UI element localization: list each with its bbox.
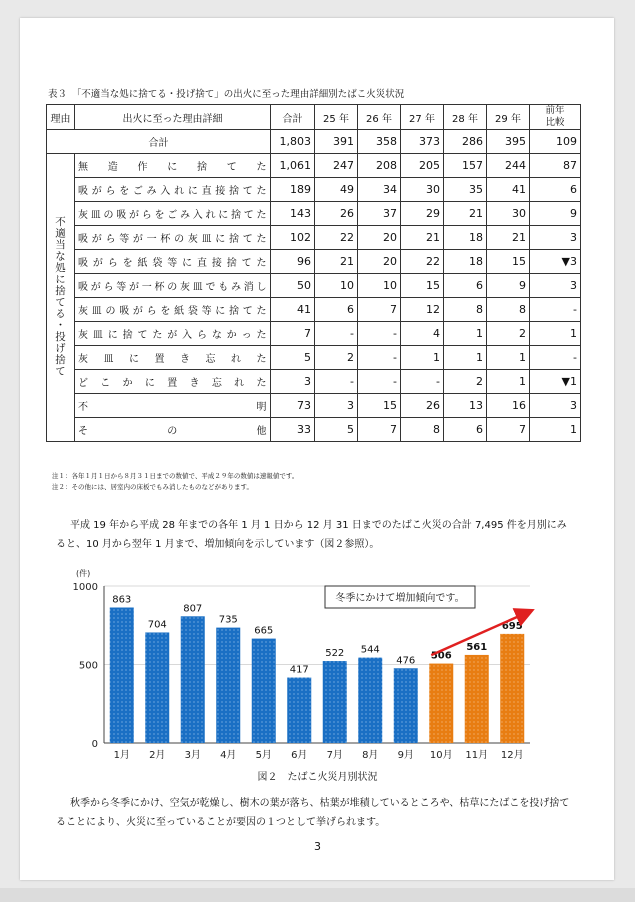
bar bbox=[181, 616, 205, 743]
reason-detail-cell: 灰皿に置き忘れた bbox=[75, 346, 271, 370]
cell-prev: 3 bbox=[530, 274, 581, 298]
x-tick-label: 4月 bbox=[220, 750, 237, 761]
bar-value-label: 506 bbox=[430, 650, 452, 662]
header-y29: 29 年 bbox=[487, 105, 530, 130]
y-axis-unit-label: (件) bbox=[76, 569, 91, 578]
cell-total: 5 bbox=[271, 346, 315, 370]
cell-y27: 1 bbox=[401, 346, 444, 370]
table-caption: 表３ 「不適当な処に捨てる・投げ捨て」の出火に至った理由詳細別たばこ火災状況 bbox=[48, 89, 405, 100]
cell-y26: 7 bbox=[358, 418, 401, 442]
cell-y29: 30 bbox=[487, 202, 530, 226]
header-prev-line2: 比較 bbox=[545, 117, 565, 128]
bar-value-label: 735 bbox=[218, 614, 238, 626]
cell-total: 41 bbox=[271, 298, 315, 322]
table-row bbox=[47, 250, 581, 274]
reason-detail-cell: 吸がら等が一杯の灰皿でもみ消し bbox=[75, 274, 271, 298]
cell-y27: 8 bbox=[401, 418, 444, 442]
bar bbox=[252, 639, 276, 743]
cell-prev: 1 bbox=[530, 418, 581, 442]
next-page-edge bbox=[0, 888, 635, 902]
x-tick-label: 7月 bbox=[326, 750, 343, 761]
y-tick-label: 0 bbox=[91, 739, 98, 750]
x-tick-label: 3月 bbox=[184, 750, 201, 761]
cell-y25: 10 bbox=[315, 274, 358, 298]
table-notes bbox=[52, 471, 298, 493]
x-tick-label: 8月 bbox=[362, 750, 379, 761]
cell-prev: 87 bbox=[530, 154, 581, 178]
reason-detail-cell: 吸がらを紙袋等に直接捨てた bbox=[75, 250, 271, 274]
x-tick-label: 11月 bbox=[465, 750, 489, 761]
header-y27: 27 年 bbox=[401, 105, 444, 130]
x-tick-label: 12月 bbox=[500, 750, 524, 761]
header-y26: 26 年 bbox=[358, 105, 401, 130]
bar bbox=[287, 678, 311, 743]
bar-value-label: 695 bbox=[501, 620, 523, 632]
bar-value-label: 522 bbox=[325, 648, 345, 660]
bar-value-label: 561 bbox=[466, 641, 488, 653]
cell-y28: 1 bbox=[444, 346, 487, 370]
cell-prev: ▼3 bbox=[530, 250, 581, 274]
cell-prev: - bbox=[530, 346, 581, 370]
table-row bbox=[47, 394, 581, 418]
cell-y25: 49 bbox=[315, 178, 358, 202]
cell-y25: 247 bbox=[315, 154, 358, 178]
cell-y25: 3 bbox=[315, 394, 358, 418]
cell-prev: 3 bbox=[530, 226, 581, 250]
page-number: 3 bbox=[314, 840, 321, 853]
reason-detail-cell: 灰皿に捨てたが入らなかった bbox=[75, 322, 271, 346]
reason-category-cell bbox=[47, 154, 75, 442]
cell-y28: 21 bbox=[444, 202, 487, 226]
cell-y29: 8 bbox=[487, 298, 530, 322]
bar bbox=[500, 634, 524, 743]
x-tick-label: 9月 bbox=[397, 750, 414, 761]
cell-y29: 244 bbox=[487, 154, 530, 178]
reason-detail-cell: 灰皿の吸がらを紙袋等に捨てた bbox=[75, 298, 271, 322]
cell-y25: 21 bbox=[315, 250, 358, 274]
cell-y27: 21 bbox=[401, 226, 444, 250]
table-row bbox=[47, 226, 581, 250]
bar bbox=[323, 661, 347, 743]
table-row bbox=[47, 322, 581, 346]
table-row bbox=[47, 178, 581, 202]
total-y25: 391 bbox=[315, 130, 358, 154]
cell-y25: - bbox=[315, 322, 358, 346]
cell-y27: 30 bbox=[401, 178, 444, 202]
cell-y26: 20 bbox=[358, 250, 401, 274]
total-y27: 373 bbox=[401, 130, 444, 154]
cell-y27: 12 bbox=[401, 298, 444, 322]
cell-y29: 1 bbox=[487, 346, 530, 370]
bar-value-label: 417 bbox=[289, 664, 309, 676]
cell-y26: 208 bbox=[358, 154, 401, 178]
cell-y29: 16 bbox=[487, 394, 530, 418]
cell-y25: 5 bbox=[315, 418, 358, 442]
bar bbox=[145, 632, 169, 743]
cell-total: 33 bbox=[271, 418, 315, 442]
cell-y28: 157 bbox=[444, 154, 487, 178]
cell-y27: 4 bbox=[401, 322, 444, 346]
table-row bbox=[47, 202, 581, 226]
header-prev-year bbox=[530, 105, 581, 130]
bar-value-label: 704 bbox=[147, 619, 167, 631]
total-cell: 1,803 bbox=[271, 130, 315, 154]
x-tick-label: 1月 bbox=[113, 750, 130, 761]
header-prev-line1: 前年 bbox=[545, 105, 565, 116]
bar bbox=[110, 608, 134, 743]
header-reason: 理由 bbox=[47, 105, 75, 130]
bar-value-label: 665 bbox=[254, 625, 274, 637]
cell-total: 143 bbox=[271, 202, 315, 226]
note-1: 注１：各年１月１日から８月３１日までの数値で、平成２９年の数値は速報値です。 bbox=[52, 472, 299, 480]
reason-detail-cell: 灰皿の吸がらをごみ入れに捨てた bbox=[75, 202, 271, 226]
annotation-text: 冬季にかけて増加傾向です。 bbox=[335, 593, 465, 604]
cell-y28: 35 bbox=[444, 178, 487, 202]
cell-y28: 18 bbox=[444, 250, 487, 274]
total-row-label: 合計 bbox=[47, 130, 271, 154]
cell-y26: - bbox=[358, 370, 401, 394]
cell-prev: 1 bbox=[530, 322, 581, 346]
cell-y26: - bbox=[358, 322, 401, 346]
reason-detail-cell: 不明 bbox=[75, 394, 271, 418]
cell-total: 1,061 bbox=[271, 154, 315, 178]
bar bbox=[429, 664, 453, 743]
cell-y28: 18 bbox=[444, 226, 487, 250]
cell-y28: 6 bbox=[444, 274, 487, 298]
cell-y29: 15 bbox=[487, 250, 530, 274]
cell-y29: 21 bbox=[487, 226, 530, 250]
bar bbox=[358, 658, 382, 743]
x-tick-label: 2月 bbox=[149, 750, 166, 761]
cell-y29: 1 bbox=[487, 370, 530, 394]
cell-total: 7 bbox=[271, 322, 315, 346]
x-tick-label: 6月 bbox=[291, 750, 308, 761]
total-y28: 286 bbox=[444, 130, 487, 154]
cell-total: 102 bbox=[271, 226, 315, 250]
table-row bbox=[47, 154, 581, 178]
cell-y25: 22 bbox=[315, 226, 358, 250]
cell-total: 96 bbox=[271, 250, 315, 274]
cell-total: 50 bbox=[271, 274, 315, 298]
reason-detail-cell: どこかに置き忘れた bbox=[75, 370, 271, 394]
table-row bbox=[47, 418, 581, 442]
cell-total: 73 bbox=[271, 394, 315, 418]
bar-value-label: 476 bbox=[396, 655, 416, 667]
cell-y26: 20 bbox=[358, 226, 401, 250]
cell-prev: 9 bbox=[530, 202, 581, 226]
cell-y28: 2 bbox=[444, 370, 487, 394]
table-row bbox=[47, 274, 581, 298]
header-total: 合計 bbox=[271, 105, 315, 130]
note-2: 注２：その他には、居室内の床板でもみ消したものなどがあります。 bbox=[52, 483, 253, 491]
cell-y26: 37 bbox=[358, 202, 401, 226]
cell-prev: ▼1 bbox=[530, 370, 581, 394]
bar-value-label: 544 bbox=[360, 644, 380, 656]
total-y29: 395 bbox=[487, 130, 530, 154]
header-detail: 出火に至った理由詳細 bbox=[75, 105, 271, 130]
bar-value-label: 863 bbox=[112, 594, 132, 606]
bar bbox=[216, 628, 240, 743]
cell-y27: - bbox=[401, 370, 444, 394]
cell-y27: 15 bbox=[401, 274, 444, 298]
table-total-row bbox=[47, 130, 581, 154]
y-tick-label: 1000 bbox=[72, 582, 98, 593]
cell-prev: 6 bbox=[530, 178, 581, 202]
reason-detail-cell: 吸がら等が一杯の灰皿に捨てた bbox=[75, 226, 271, 250]
paragraph-1: 平成 19 年から平成 28 年までの各年 1 月 1 日から 12 月 31 日までのたばこ火災の合計 7,495 件を月別にみると、10 月から翌年 1 月まで、増加傾向を示しています（図２参照）。 bbox=[56, 520, 567, 550]
total-y26: 358 bbox=[358, 130, 401, 154]
reason-detail-cell: 吸がらをごみ入れに直接捨てた bbox=[75, 178, 271, 202]
reason-detail-cell: 無造作に捨てた bbox=[75, 154, 271, 178]
cell-y29: 2 bbox=[487, 322, 530, 346]
table-header-row bbox=[47, 105, 581, 130]
cell-y28: 6 bbox=[444, 418, 487, 442]
cell-y25: - bbox=[315, 370, 358, 394]
cell-y26: 15 bbox=[358, 394, 401, 418]
cell-y27: 22 bbox=[401, 250, 444, 274]
monthly-fire-bar-chart bbox=[0, 560, 635, 765]
cell-y27: 205 bbox=[401, 154, 444, 178]
reason-category-label: 不適当な処に捨てる・投げ捨て bbox=[54, 215, 66, 377]
table-row bbox=[47, 346, 581, 370]
reason-detail-cell: その他 bbox=[75, 418, 271, 442]
y-tick-label: 500 bbox=[78, 660, 98, 672]
cell-y27: 29 bbox=[401, 202, 444, 226]
cell-y25: 2 bbox=[315, 346, 358, 370]
cell-y26: - bbox=[358, 346, 401, 370]
cell-y26: 34 bbox=[358, 178, 401, 202]
x-tick-label: 10月 bbox=[429, 750, 453, 761]
cell-total: 189 bbox=[271, 178, 315, 202]
cell-y28: 8 bbox=[444, 298, 487, 322]
cell-y25: 26 bbox=[315, 202, 358, 226]
cell-prev: 3 bbox=[530, 394, 581, 418]
table-row bbox=[47, 370, 581, 394]
cell-y28: 1 bbox=[444, 322, 487, 346]
cell-total: 3 bbox=[271, 370, 315, 394]
paragraph-2: 秋季から冬季にかけ、空気が乾燥し、樹木の葉が落ち、枯葉が堆積しているところや、枯草にたばこを投げ捨てることにより、火災に至っていることが要因の１つとして挙げられます。 bbox=[56, 798, 570, 828]
cell-y28: 13 bbox=[444, 394, 487, 418]
cell-prev: - bbox=[530, 298, 581, 322]
cell-y29: 9 bbox=[487, 274, 530, 298]
bar-value-label: 807 bbox=[183, 603, 203, 615]
chart-title: 図２ たばこ火災月別状況 bbox=[257, 772, 378, 783]
cell-y26: 7 bbox=[358, 298, 401, 322]
total-prev: 109 bbox=[530, 130, 581, 154]
header-y28: 28 年 bbox=[444, 105, 487, 130]
header-y25: 25 年 bbox=[315, 105, 358, 130]
table-row bbox=[47, 298, 581, 322]
cell-y27: 26 bbox=[401, 394, 444, 418]
x-tick-label: 5月 bbox=[255, 750, 272, 761]
cell-y26: 10 bbox=[358, 274, 401, 298]
cell-y29: 7 bbox=[487, 418, 530, 442]
cell-y29: 41 bbox=[487, 178, 530, 202]
cell-y25: 6 bbox=[315, 298, 358, 322]
bar bbox=[394, 668, 418, 743]
bar bbox=[465, 655, 489, 743]
fire-reason-table bbox=[46, 104, 581, 442]
